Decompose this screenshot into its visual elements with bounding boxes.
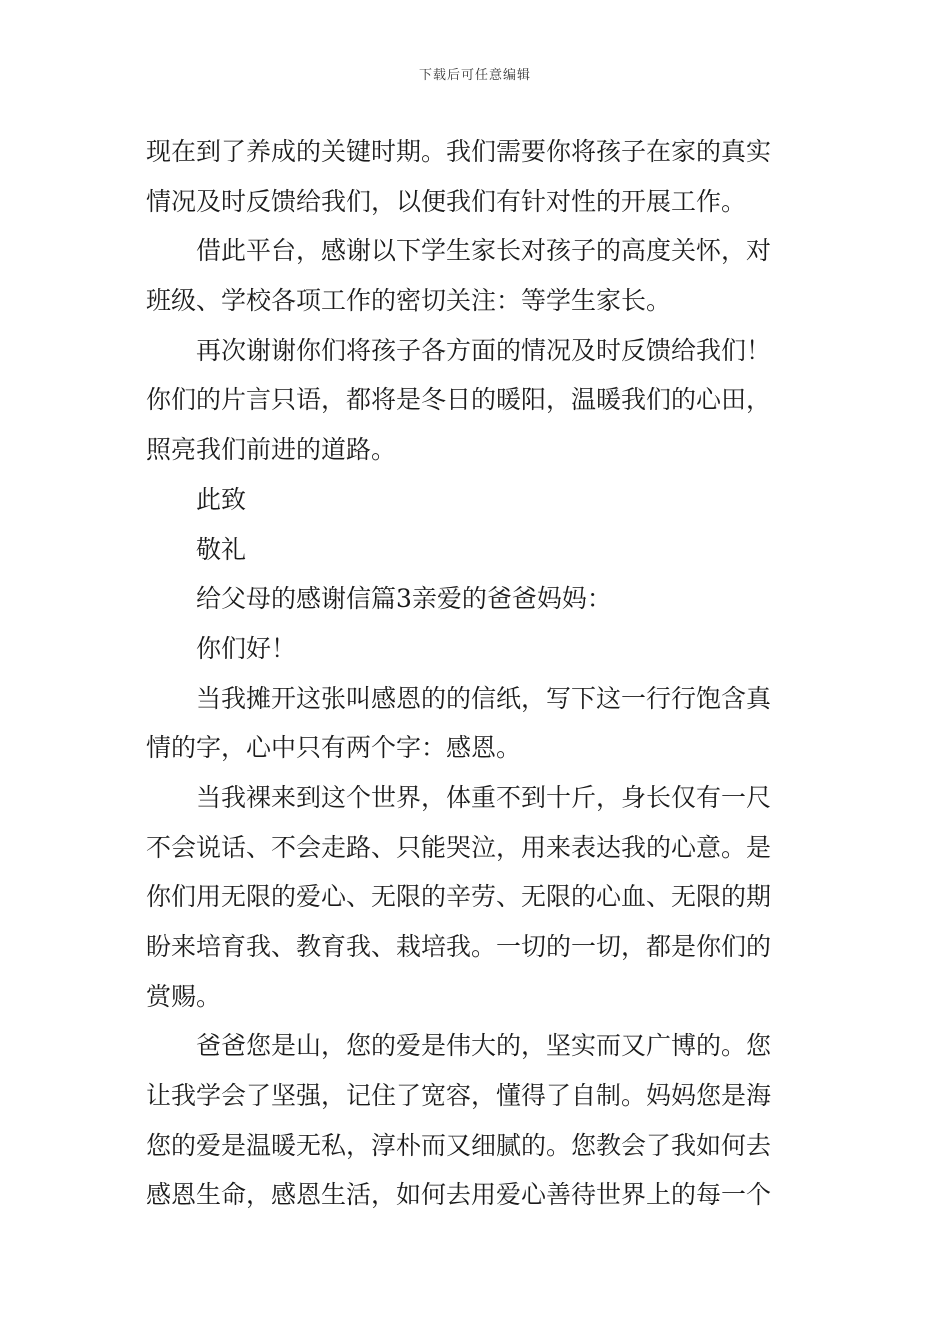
text-line: 现在到了养成的关键时期。我们需要你将孩子在家的真实 <box>146 137 772 166</box>
text-line: 照亮我们前进的道路。 <box>146 435 397 465</box>
text-line: 感恩生命，感恩生活，如何去用爱心善待世界上的每一个 <box>146 1180 772 1210</box>
page-header: 下载后可任意编辑 <box>418 68 531 83</box>
greeting-line: 你们好！ <box>196 633 297 663</box>
text-line: 您的爱是温暖无私，淳朴而又细腻的。您教会了我如何去 <box>146 1130 772 1160</box>
text-line: 情况及时反馈给我们，以便我们有针对性的开展工作。 <box>146 186 747 216</box>
paragraph-start-line: 当我摊开这张叫感恩的的信纸，写下这一行行饱含真 <box>196 683 772 713</box>
text-line: 让我学会了坚强，记住了宽容，懂得了自制。妈妈您是海 <box>146 1081 772 1111</box>
text-line: 盼来培育我、教育我、栽培我。一切的一切，都是你们的 <box>146 932 772 961</box>
closing-line: 敬礼 <box>196 534 247 564</box>
text-line: 班级、学校各项工作的密切关注：等学生家长。 <box>146 286 672 316</box>
document-body <box>146 127 806 1220</box>
closing-line: 此致 <box>196 484 247 514</box>
text-line: 你们用无限的爱心、无限的辛劳、无限的心血、无限的期 <box>146 882 772 912</box>
letter-title-line: 给父母的感谢信篇3亲爱的爸爸妈妈： <box>196 584 612 614</box>
text-line: 不会说话、不会走路、只能哭泣，用来表达我的心意。是 <box>146 832 772 862</box>
paragraph-start-line: 借此平台，感谢以下学生家长对孩子的高度关怀，对 <box>196 236 772 266</box>
text-line: 你们的片言只语，都将是冬日的暖阳，温暖我们的心田， <box>146 385 772 415</box>
paragraph-start-line: 爸爸您是山，您的爱是伟大的，坚实而又广博的。您 <box>196 1031 772 1061</box>
text-line: 情的字，心中只有两个字：感恩。 <box>146 733 522 763</box>
paragraph-start-line: 再次谢谢你们将孩子各方面的情况及时反馈给我们！ <box>196 335 772 365</box>
text-line: 赏赐。 <box>146 981 222 1011</box>
paragraph-start-line: 当我裸来到这个世界，体重不到十斤，身长仅有一尺 <box>196 782 772 812</box>
